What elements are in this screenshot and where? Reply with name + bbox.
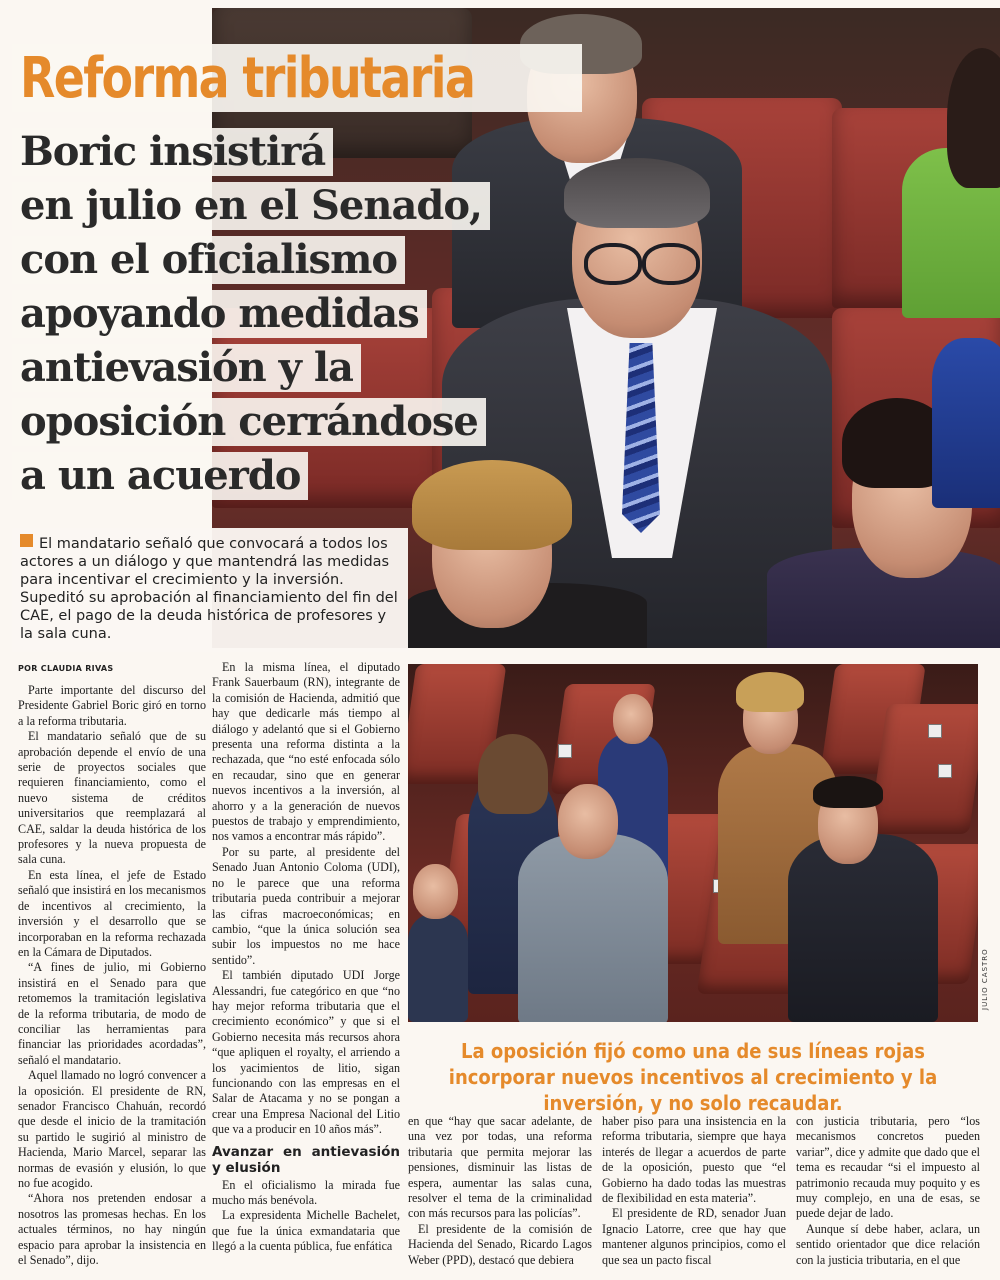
- section-kicker: Reforma tributaria: [20, 46, 475, 111]
- paragraph: En el oficialismo la mirada fue mucho más benévola.: [212, 1177, 400, 1207]
- paragraph: “Ahora nos pretenden endosar a nosotros las promesas hechas. En los actuales términos, no hay ningún espacio para aprobar la insistencia en el Senado”, dijo.: [18, 1191, 206, 1268]
- paragraph: Aquel llamado no logró convencer a la oposición. El presidente de RN, senador Francisco Chahuán, recordó que desde el inicio de la tramitación su partido le sugirió al ministro de Hacienda, Mario Marcel, separar las normas de evasión y elusión, lo que no fue acogido.: [18, 1068, 206, 1190]
- paragraph: Por su parte, al presidente del Senado Juan Antonio Coloma (UDI), no le parece que una reforma tributaria pueda contribuir a mejorar las cifras macroeconómicas; en cambio, “que la única solución sea subir los impuestos no me hace sentido”.: [212, 844, 400, 967]
- photo-credit: JULIO CASTRO: [981, 948, 989, 1010]
- lead-box: [12, 528, 408, 652]
- paragraph: La expresidenta Michelle Bachelet, que fue la única exmandataria que llegó a la cuenta pública, fue enfática: [212, 1208, 400, 1254]
- headline-line: apoyando medidas: [12, 290, 427, 338]
- paragraph: En la misma línea, el diputado Frank Sauerbaum (RN), integrante de la comisión de Hacienda, admitió que hay que dedicarle más tiempo al diálogo y adelantó que si el Gobierno presenta una reforma distinta a la rechazada, que “no esté enfocada sólo en recaudar, sino que en generar nuevos incentivos a la inversión, al ahorro y a la generación de nuevos puestos de trabajo y emprendimiento, nos vamos a encontrar más rápido”.: [212, 660, 400, 844]
- headline-line: a un acuerdo: [12, 452, 308, 500]
- paragraph: El presidente de la comisión de Hacienda del Senado, Ricardo Lagos Weber (PPD), destacó que debiera: [408, 1221, 592, 1267]
- bullet-square-icon: [20, 534, 33, 547]
- headline-line: oposición cerrándose: [12, 398, 486, 446]
- article-column-2: [212, 660, 400, 1255]
- paragraph: En esta línea, el jefe de Estado señaló que insistirá en los mecanismos de incentivos al crecimiento, la inversión y el desarrollo que se incorporaban en la reforma rechazada en la Cámara de Diputados.: [18, 867, 206, 959]
- paragraph: “A fines de julio, mi Gobierno insistirá en el Senado para que retomemos la tramitación legislativa de la reforma tributaria, de modo de conciliar las herramientas para financiar las prioridades acordadas”, señaló el mandatario.: [18, 960, 206, 1067]
- article-column-3: [408, 1114, 592, 1268]
- paragraph: El mandatario señaló que de su aprobación depende el envío de una serie de proyectos sociales que requieren financiamiento, como el nuevo sistema de créditos universitarios que reemplazará al CAE, saldar la deuda histórica de los profesores y la nueva propuesta de sala cuna.: [18, 729, 206, 867]
- kicker-box: [12, 44, 582, 112]
- paragraph: haber piso para una insistencia en la reforma tributaria, siempre que haya interés de llegar a acuerdos de parte de la oposición, puesto que “el Gobierno ha dado todas las muestras de flexibilidad en esta materia”.: [602, 1114, 786, 1206]
- pull-quote: La oposición fijó como una de sus líneas rojas incorporar nuevos incentivos al crecimiento y la inversión, y no solo recaudar.: [448, 1039, 938, 1115]
- second-photo: [408, 664, 978, 1022]
- paragraph: Parte importante del discurso del Presidente Gabriel Boric giró en torno a la reforma tributaria.: [18, 683, 206, 728]
- headline-line: Boric insistirá: [12, 128, 333, 176]
- lead-text: El mandatario señaló que convocará a todos los actores a un diálogo y que mantendrá las medidas para incentivar el crecimiento y la inversión. Supeditó su aprobación al financiamiento del fin del CAE, el pago de la deuda histórica de profesores y la sala cuna.: [20, 536, 398, 642]
- paragraph: en que “hay que sacar adelante, de una vez por todas, una reforma tributaria que permita mejorar las pensiones, disminuir las listas de espera, aumentar las salas cuna, resolver el tema de la criminalidad con más recursos para las policías”.: [408, 1114, 592, 1221]
- byline: POR CLAUDIA RIVAS: [18, 664, 114, 673]
- headline-line: antievasión y la: [12, 344, 361, 392]
- subheading: Avanzar en antievasión y elusión: [212, 1143, 400, 1176]
- paragraph: con justicia tributaria, pero “los mecanismos concretos pueden variar”, dice y admite que dado que el tema es recaudar “si el impuesto al patrimonio recauda muy poquito y es muy complejo, en una de esas, se puede dejar de lado.: [796, 1114, 981, 1221]
- article-column-1: [18, 683, 206, 1268]
- headline: [12, 128, 492, 506]
- article-column-4: [602, 1114, 786, 1268]
- article-column-5: [796, 1114, 980, 1268]
- headline-line: en julio en el Senado,: [12, 182, 490, 230]
- paragraph: El también diputado UDI Jorge Alessandri, fue categórico en que “no hay mejor reforma tributaria que el crecimiento económico” y que si el Gobierno necesita más recursos ahora “que apliquen el royalty, el arriendo a los yacimientos de litio, sigan funcionando con las empresas en el Salar de Atacama y no se pongan a crear una Empresa Nacional del Litio que va a producir en 10 años más”.: [212, 968, 400, 1137]
- paragraph: Aunque sí debe haber, aclara, un sentido orientador que dice relación con la justicia tributaria, en el que: [796, 1221, 980, 1267]
- paragraph: El presidente de RD, senador Juan Ignacio Latorre, cree que hay que mantener algunos principios, como el que sea un pacto fiscal: [602, 1206, 786, 1267]
- headline-line: con el oficialismo: [12, 236, 405, 284]
